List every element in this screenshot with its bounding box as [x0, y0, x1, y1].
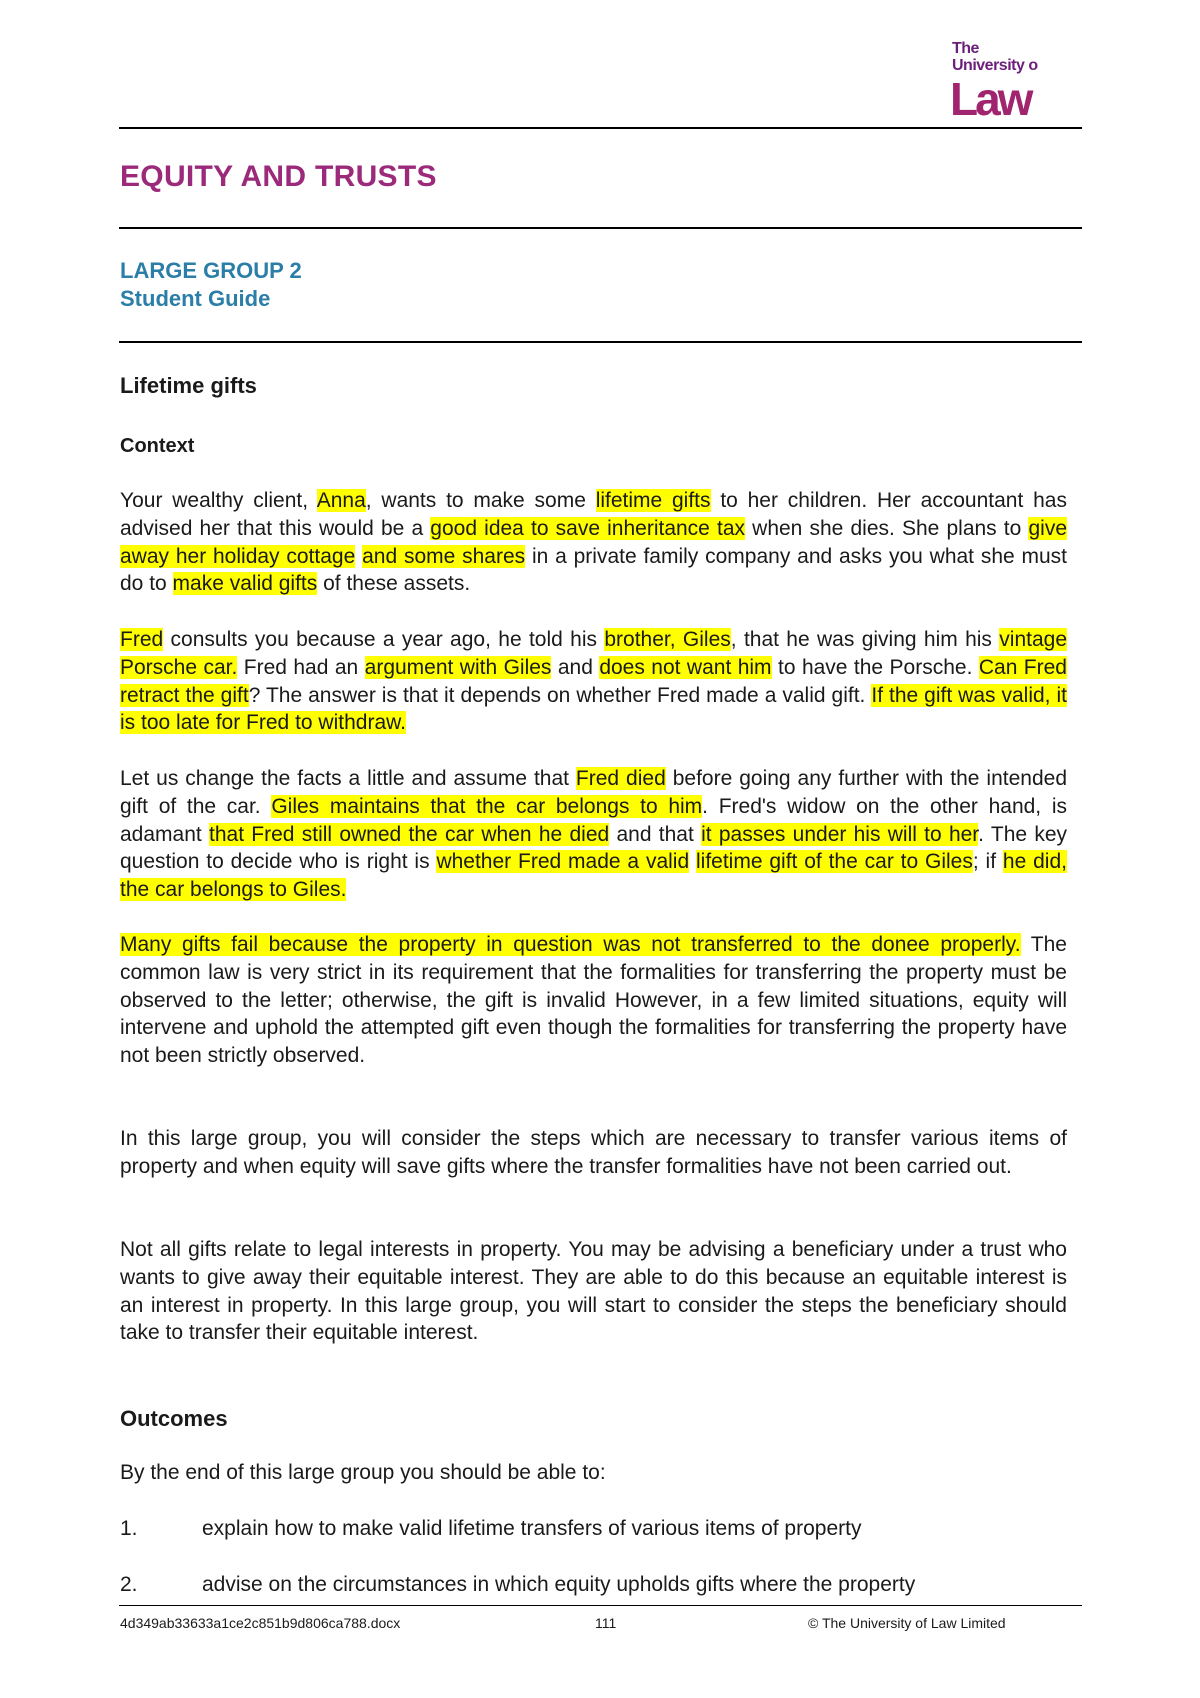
page-title: EQUITY AND TRUSTS [120, 160, 437, 193]
text-run: . Fred's widow on the other hand, is adamant [120, 794, 1067, 846]
subtitle-line-1: LARGE GROUP 2 [120, 258, 302, 283]
text-run: . The key question to decide who is right is [120, 822, 1068, 874]
list-text: advise on the circumstances in which equity upholds gifts where the property [202, 1573, 916, 1596]
subtitle-line-2: Student Guide [120, 286, 271, 311]
text-run: ? The answer is that it depends on whether Fred made a valid gift. [248, 683, 872, 707]
list-text: explain how to make valid lifetime transfers of various items of property [202, 1517, 862, 1540]
text-run: in a private family company and asks you what she must do to [120, 544, 1068, 596]
highlighted-text: whether Fred made a valid [436, 850, 690, 874]
highlighted-text: Anna [316, 489, 366, 512]
logo-brand: Law [950, 73, 1031, 125]
highlighted-text: give away her holiday cottage [120, 516, 1067, 568]
list-number: 1. [120, 1517, 138, 1540]
text-run: when she dies. She plans to [745, 516, 1029, 540]
highlighted-text: vintage Porsche car. [120, 628, 1067, 679]
text-run: Let us change the facts a little and assume that [120, 767, 576, 790]
logo-line-1: The [952, 40, 979, 57]
text-run: Not all gifts relate to legal interests in property. You may be advising a beneficiary under a trust who wants to give away their equitable interest. They are able to do this because an equitable interest is an interest in property. In this large group, you will start to consider the steps the beneficiary should take to transfer their equitable interest. [120, 1238, 1067, 1345]
section-heading: Lifetime gifts [120, 373, 257, 398]
highlighted-text: lifetime gift of the car to Giles [696, 850, 973, 874]
text-run: Your wealthy client, [120, 489, 317, 512]
top-rule [119, 127, 1082, 129]
text-run: ; if [972, 850, 1003, 874]
paragraph [120, 1125, 1067, 1181]
highlighted-text: Many gifts fail because the property in question was not transferred to the donee properly. [120, 933, 1021, 956]
outcomes-heading: Outcomes [120, 1406, 228, 1431]
footer-page-number: 111 [595, 1615, 617, 1631]
text-run: The common law is very strict in its requirement that the formalities for transferring the property must be observed to the letter; otherwise, the gift is invalid However, in a few limited situations, equity will intervene and uphold the attempted gift even though the formalities for transferring the property have not been strictly observed. [120, 933, 1067, 1068]
highlighted-text: lifetime gifts [595, 489, 711, 512]
subtitle-rule [119, 341, 1082, 343]
highlighted-text: If the gift was valid, it is too late for Fred to withdraw. [120, 683, 1068, 735]
highlighted-text: does not want him [599, 655, 772, 679]
text-run [689, 850, 696, 873]
highlighted-text: he did, the car belongs to Giles. [120, 850, 1067, 902]
highlighted-text: Can Fred retract the gift [120, 655, 1067, 707]
footer-rule [119, 1605, 1082, 1606]
logo-line-2: University o [952, 57, 1038, 74]
highlighted-text: good idea to save inheritance tax [430, 516, 746, 540]
text-run: Fred had an [237, 655, 365, 679]
title-rule [119, 227, 1082, 229]
highlighted-text: Giles maintains that the car belongs to him [271, 794, 703, 818]
context-heading: Context [120, 435, 195, 457]
text-run: to have the Porsche. [771, 655, 979, 679]
footer-copyright: © The University of Law Limited [808, 1615, 1006, 1631]
text-run: to her children. Her accountant has advised her that this would be a [120, 489, 1067, 540]
highlighted-text: make valid gifts [172, 572, 318, 596]
highlighted-text: Fred died [575, 767, 666, 790]
text-run: of these assets. [317, 572, 471, 596]
footer-doc-name: 4d349ab33633a1ce2c851b9d806ca788.docx [120, 1615, 401, 1631]
text-run: before going any further with the intended gift of the car. [120, 767, 1067, 818]
highlighted-text: brother, Giles [604, 628, 731, 651]
university-logo [950, 40, 1060, 125]
text-run: and [551, 655, 600, 679]
text-run: In this large group, you will consider the steps which are necessary to transfer various items of property and when equity will save gifts where the transfer formalities have not been carried out. [120, 1127, 1067, 1178]
paragraph [120, 931, 1067, 1070]
highlighted-text: Fred [120, 628, 164, 651]
text-run: consults you because a year ago, he told his [163, 628, 605, 651]
list-number: 2. [120, 1573, 138, 1596]
paragraph [120, 626, 1067, 737]
text-run: , that he was giving him his [730, 628, 1000, 651]
paragraph [120, 1236, 1067, 1347]
paragraph [120, 487, 1067, 598]
paragraph [120, 765, 1067, 904]
highlighted-text: it passes under his will to her [701, 822, 979, 846]
highlighted-text: that Fred still owned the car when he died [209, 822, 610, 846]
text-run: , wants to make some [365, 489, 596, 512]
highlighted-text: and some shares [362, 544, 526, 568]
outcomes-intro: By the end of this large group you should be able to: [120, 1461, 606, 1484]
highlighted-text: argument with Giles [364, 655, 552, 679]
text-run: and that [609, 822, 702, 846]
